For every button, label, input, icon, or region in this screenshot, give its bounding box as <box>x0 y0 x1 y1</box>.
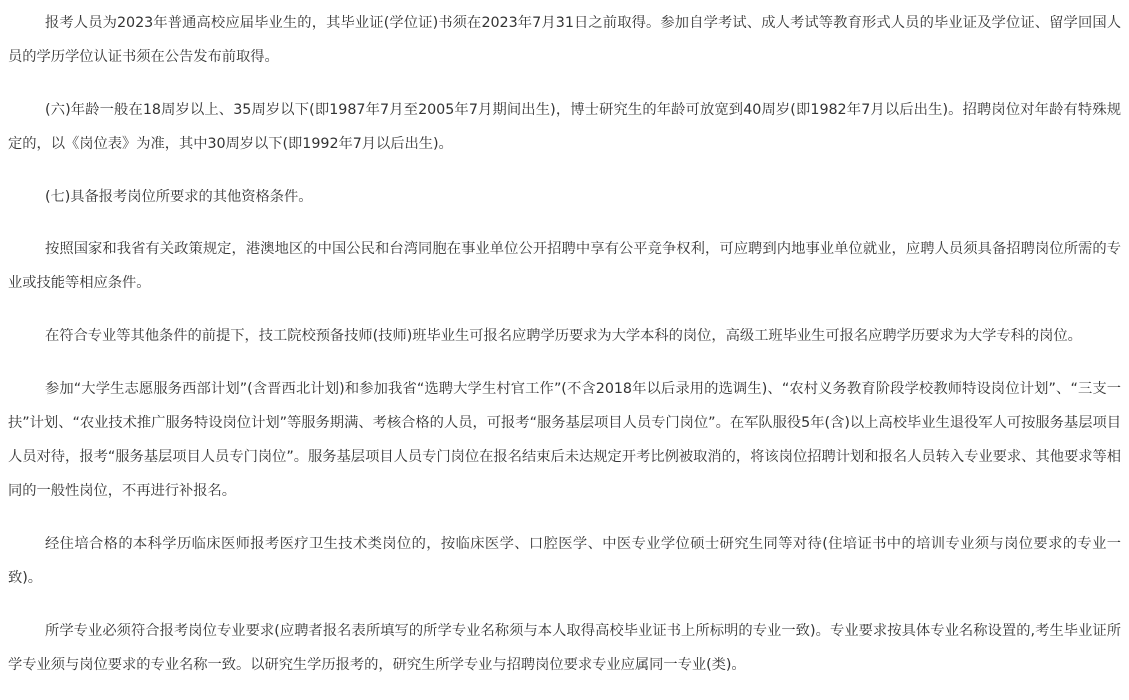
paragraph-grassroots-service: 参加“大学生志愿服务西部计划”(含晋西北计划)和参加我省“选聘大学生村官工作”(不含2018年以后录用的选调生)、“农村义务教育阶段学校教师特设岗位计划”、“三支一扶”计划、“农业技术推广服务特设岗位计划”等服务期满、考核合格的人员，可报考“服务基层项目人员专门岗位”。在军队服役5年(含)以上高校毕业生退役军人可按服务基层项目人员对待，报考“服务基层项目人员专门岗位”。服务基层项目人员专门岗位在报名结束后未达规定开考比例被取消的，将该岗位招聘计划和报名人员转入专业要求、其他要求等相同的一般性岗位，不再进行补报名。 <box>8 380 1121 500</box>
paragraph-major-requirement: 所学专业必须符合报考岗位专业要求(应聘者报名表所填写的所学专业名称须与本人取得高校毕业证书上所标明的专业一致)。专业要求按具体专业名称设置的,考生毕业证所学专业须与岗位要求的专业名称一致。以研究生学历报考的，研究生所学专业与招聘岗位要求专业应属同一专业(类)。 <box>8 622 1121 673</box>
paragraph-other-qualifications: (七)具备报考岗位所要求的其他资格条件。 <box>45 188 313 205</box>
paragraph-technical-school: 在符合专业等其他条件的前提下，技工院校预备技师(技师)班毕业生可报名应聘学历要求为大学本科的岗位，高级工班毕业生可报名应聘学历要求为大学专科的岗位。 <box>45 327 1082 344</box>
paragraph-age-requirement: (六)年龄一般在18周岁以上、35周岁以下(即1987年7月至2005年7月期间出生)，博士研究生的年龄可放宽到40周岁(即1982年7月以后出生)。招聘岗位对年龄有特殊规定的，以《岗位表》为准，其中30周岁以下(即1992年7月以后出生)。 <box>8 101 1121 152</box>
document-body <box>8 0 1121 700</box>
paragraph-resident-training: 经住培合格的本科学历临床医师报考医疗卫生技术类岗位的，按临床医学、口腔医学、中医专业学位硕士研究生同等对待(住培证书中的培训专业须与岗位要求的专业一致)。 <box>8 535 1121 586</box>
paragraph-hk-macau-taiwan: 按照国家和我省有关政策规定，港澳地区的中国公民和台湾同胞在事业单位公开招聘中享有公平竞争权利，可应聘到内地事业单位就业，应聘人员须具备招聘岗位所需的专业或技能等相应条件。 <box>8 241 1121 292</box>
paragraph-graduate-certificate: 报考人员为2023年普通高校应届毕业生的，其毕业证(学位证)书须在2023年7月31日之前取得。参加自学考试、成人考试等教育形式人员的毕业证及学位证、留学回国人员的学历学位认证书须在公告发布前取得。 <box>8 15 1121 66</box>
